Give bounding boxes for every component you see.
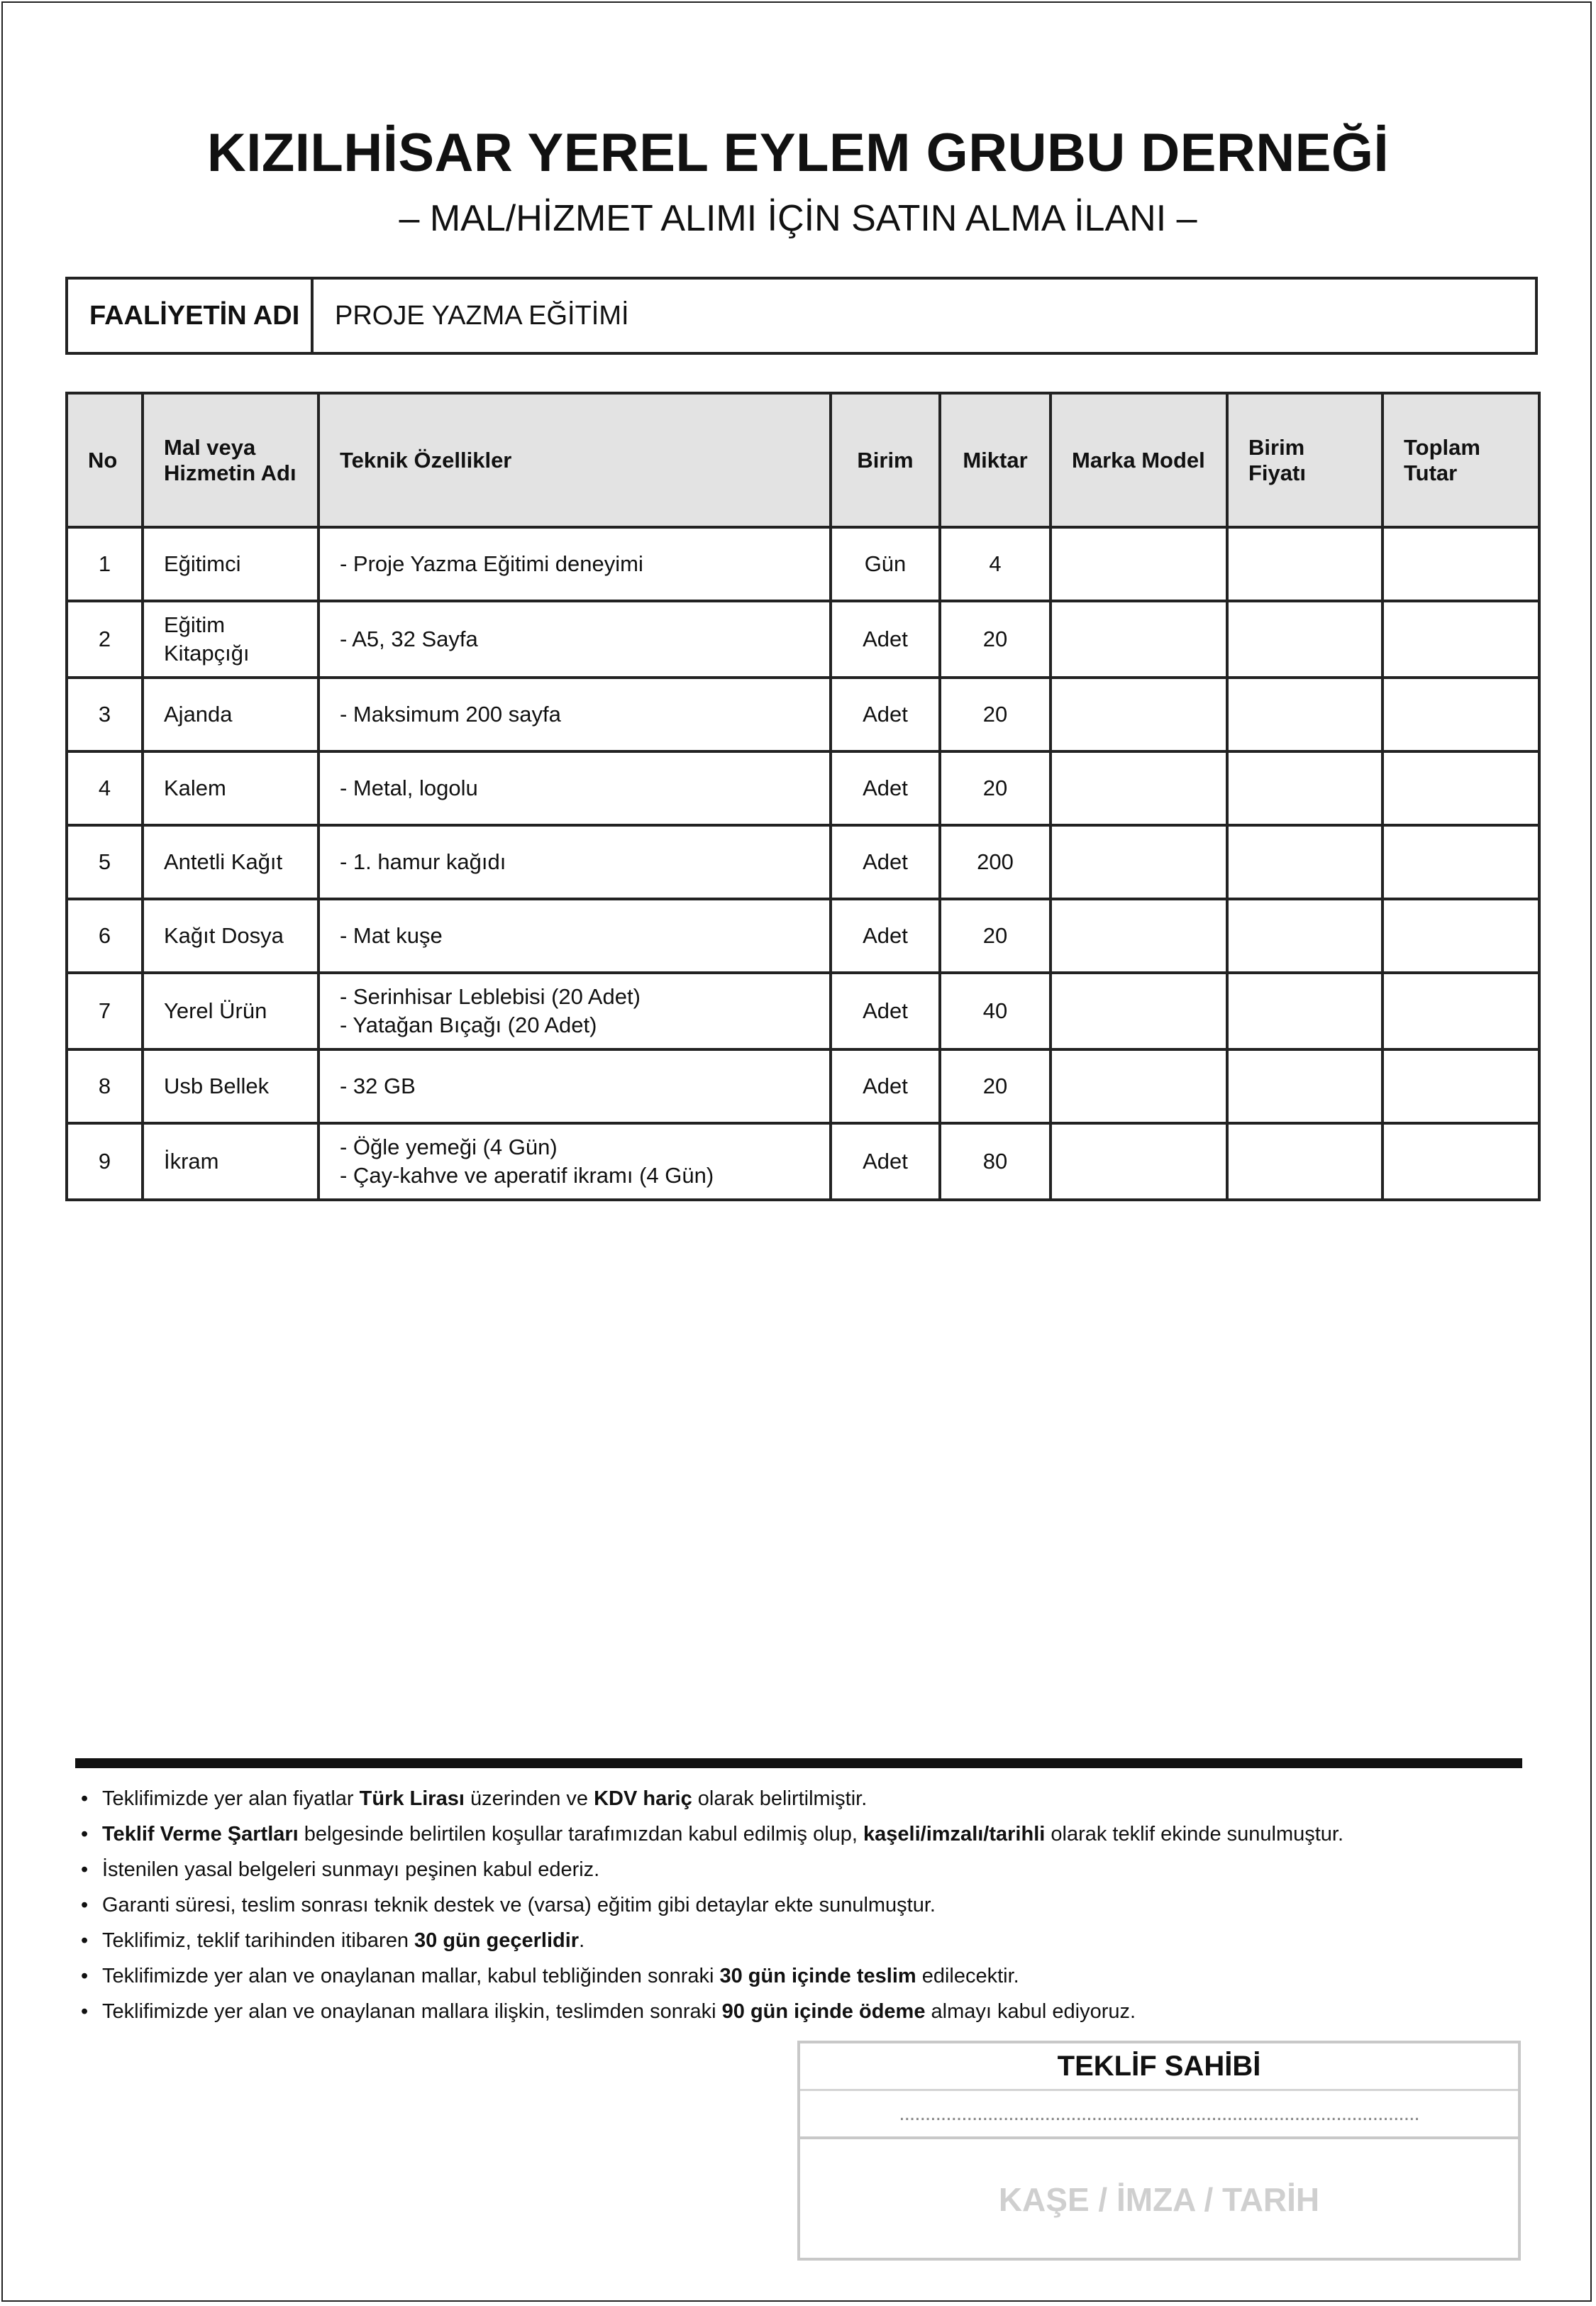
technical-specs (318, 527, 831, 601)
row-number: 6 (67, 899, 143, 973)
column-header: Teknik Özellikler (318, 393, 831, 527)
item-name: Kağıt Dosya (143, 899, 318, 973)
item-name: Yerel Ürün (143, 973, 318, 1049)
brand-model-cell (1051, 678, 1227, 751)
row-number: 1 (67, 527, 143, 601)
unit-price-cell (1227, 825, 1382, 899)
term-text: Teklifimiz, teklif tarihinden itibaren (102, 1929, 415, 1952)
term-text: üzerinden ve (464, 1787, 594, 1810)
brand-model-cell (1051, 601, 1227, 678)
term-text: İstenilen yasal belgeleri sunmayı peşinen kabul ederiz. (102, 1858, 600, 1881)
spec-line: - Proje Yazma Eğitimi deneyimi (340, 551, 643, 576)
total-amount-cell (1382, 1123, 1539, 1200)
quantity: 80 (940, 1123, 1051, 1200)
unit-price-cell (1227, 751, 1382, 825)
table-row (67, 1049, 1539, 1123)
unit: Adet (831, 899, 940, 973)
activity-value: PROJE YAZMA EĞİTİMİ (335, 300, 629, 331)
technical-specs (318, 973, 831, 1049)
quantity: 40 (940, 973, 1051, 1049)
spec-line: - Maksimum 200 sayfa (340, 702, 561, 727)
item-name: Kalem (143, 751, 318, 825)
column-header: Mal veya Hizmetin Adı (143, 393, 318, 527)
quantity: 20 (940, 751, 1051, 825)
total-amount-cell (1382, 1049, 1539, 1123)
row-number: 8 (67, 1049, 143, 1123)
table-row (67, 601, 1539, 678)
term-text: almayı kabul ediyoruz. (925, 2000, 1136, 2023)
term-item (78, 1852, 1539, 1887)
row-number: 2 (67, 601, 143, 678)
brand-model-cell (1051, 1123, 1227, 1200)
spec-line: - Mat kuşe (340, 923, 443, 948)
unit: Adet (831, 825, 940, 899)
signature-box (797, 2041, 1521, 2261)
signature-title: TEKLİF SAHİBİ (800, 2043, 1518, 2091)
unit: Adet (831, 751, 940, 825)
technical-specs (318, 678, 831, 751)
unit: Adet (831, 1049, 940, 1123)
terms-list (78, 1781, 1539, 2029)
term-text: olarak belirtilmiştir. (692, 1787, 868, 1810)
technical-specs (318, 751, 831, 825)
column-header: Marka Model (1051, 393, 1227, 527)
spec-line: - Yatağan Bıçağı (20 Adet) (340, 1013, 597, 1037)
term-emphasis: 90 gün içinde ödeme (721, 2000, 926, 2023)
unit: Adet (831, 678, 940, 751)
term-emphasis: kaşeli/imzalı/tarihli (863, 1823, 1046, 1846)
spec-line: - Öğle yemeği (4 Gün) (340, 1135, 558, 1159)
table-row (67, 527, 1539, 601)
unit-price-cell (1227, 899, 1382, 973)
table-row (67, 751, 1539, 825)
technical-specs (318, 899, 831, 973)
term-item (78, 1781, 1539, 1816)
spec-line: - Çay-kahve ve aperatif ikramı (4 Gün) (340, 1163, 714, 1188)
row-number: 7 (67, 973, 143, 1049)
term-item (78, 1816, 1539, 1852)
table-header-row (67, 393, 1539, 527)
table-row (67, 899, 1539, 973)
document-subtitle: – MAL/HİZMET ALIMI İÇİN SATIN ALMA İLANI – (399, 198, 1197, 239)
technical-specs (318, 1049, 831, 1123)
section-divider (75, 1758, 1522, 1768)
term-item (78, 1994, 1539, 2029)
term-text: Garanti süresi, teslim sonrası teknik destek ve (varsa) eğitim gibi detaylar ekte sunulmuştur. (102, 1894, 936, 1916)
term-item (78, 1887, 1539, 1923)
unit-price-cell (1227, 1049, 1382, 1123)
total-amount-cell (1382, 973, 1539, 1049)
total-amount-cell (1382, 899, 1539, 973)
stamp-signature-date-placeholder: KAŞE / İMZA / TARİH (998, 2181, 1320, 2218)
unit-price-cell (1227, 973, 1382, 1049)
unit-price-cell (1227, 678, 1382, 751)
term-text: . (579, 1929, 585, 1952)
column-header: Toplam Tutar (1382, 393, 1539, 527)
item-name: Ajanda (143, 678, 318, 751)
spec-line: - 32 GB (340, 1074, 416, 1098)
term-text: Teklifimizde yer alan ve onaylanan mallar, kabul tebliğinden sonraki (102, 1965, 720, 1987)
total-amount-cell (1382, 678, 1539, 751)
item-name: Antetli Kağıt (143, 825, 318, 899)
unit: Gün (831, 527, 940, 601)
term-item (78, 1958, 1539, 1994)
brand-model-cell (1051, 1049, 1227, 1123)
brand-model-cell (1051, 825, 1227, 899)
items-table (65, 392, 1541, 1201)
document-title: KIZILHİSAR YEREL EYLEM GRUBU DERNEĞİ (206, 123, 1390, 183)
brand-model-cell (1051, 527, 1227, 601)
quantity: 20 (940, 678, 1051, 751)
brand-model-cell (1051, 899, 1227, 973)
unit-price-cell (1227, 1123, 1382, 1200)
column-header: Miktar (940, 393, 1051, 527)
table-row (67, 825, 1539, 899)
signature-dotted-line: .................................................................................................... (800, 2091, 1518, 2139)
column-header: Birim (831, 393, 940, 527)
column-header: No (67, 393, 143, 527)
total-amount-cell (1382, 601, 1539, 678)
item-name: Eğitimci (143, 527, 318, 601)
total-amount-cell (1382, 527, 1539, 601)
term-emphasis: Türk Lirası (359, 1787, 465, 1810)
row-number: 5 (67, 825, 143, 899)
quantity: 4 (940, 527, 1051, 601)
term-text: Teklifimizde yer alan ve onaylanan mallara ilişkin, teslimden sonraki (102, 2000, 722, 2023)
term-text: belgesinde belirtilen koşullar tarafımızdan kabul edilmiş olup, (298, 1823, 864, 1846)
technical-specs (318, 601, 831, 678)
total-amount-cell (1382, 751, 1539, 825)
unit: Adet (831, 1123, 940, 1200)
table-row (67, 678, 1539, 751)
quantity: 20 (940, 601, 1051, 678)
row-number: 3 (67, 678, 143, 751)
table-row (67, 973, 1539, 1049)
table-body (67, 527, 1539, 1200)
term-emphasis: 30 gün geçerlidir (414, 1929, 580, 1952)
term-text: olarak teklif ekinde sunulmuştur. (1045, 1823, 1344, 1846)
total-amount-cell (1382, 825, 1539, 899)
item-name: İkram (143, 1123, 318, 1200)
unit-price-cell (1227, 601, 1382, 678)
term-item (78, 1923, 1539, 1958)
item-name: Eğitim Kitapçığı (143, 601, 318, 678)
term-emphasis: Teklif Verme Şartları (102, 1823, 299, 1846)
row-number: 4 (67, 751, 143, 825)
technical-specs (318, 825, 831, 899)
activity-label: FAALİYETİN ADI (68, 280, 314, 352)
brand-model-cell (1051, 751, 1227, 825)
table-row (67, 1123, 1539, 1200)
row-number: 9 (67, 1123, 143, 1200)
spec-line: - Serinhisar Leblebisi (20 Adet) (340, 984, 641, 1009)
spec-line: - Metal, logolu (340, 776, 478, 800)
unit: Adet (831, 973, 940, 1049)
spec-line: - A5, 32 Sayfa (340, 627, 478, 651)
unit-price-cell (1227, 527, 1382, 601)
term-text: Teklifimizde yer alan fiyatlar (102, 1787, 360, 1810)
term-emphasis: 30 gün içinde teslim (719, 1965, 916, 1987)
term-emphasis: KDV hariç (594, 1787, 692, 1810)
term-text: edilecektir. (916, 1965, 1019, 1987)
brand-model-cell (1051, 973, 1227, 1049)
technical-specs (318, 1123, 831, 1200)
item-name: Usb Bellek (143, 1049, 318, 1123)
column-header: Birim Fiyatı (1227, 393, 1382, 527)
spec-line: - 1. hamur kağıdı (340, 849, 506, 874)
unit: Adet (831, 601, 940, 678)
quantity: 20 (940, 1049, 1051, 1123)
activity-box (65, 277, 1538, 355)
quantity: 200 (940, 825, 1051, 899)
quantity: 20 (940, 899, 1051, 973)
